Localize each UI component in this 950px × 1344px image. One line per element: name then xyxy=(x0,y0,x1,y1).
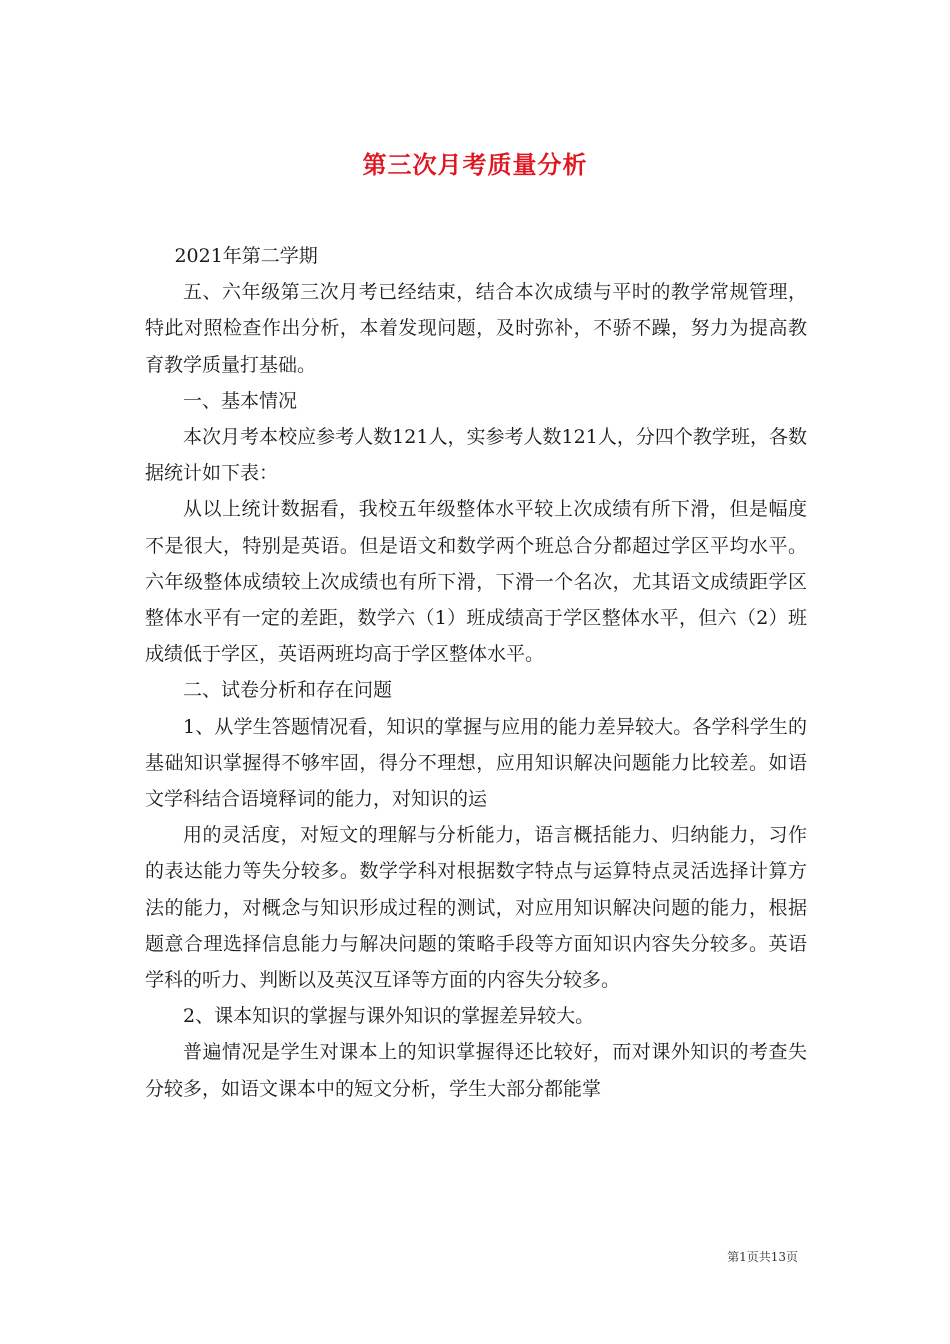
document-title: 第三次月考质量分析 xyxy=(362,150,588,180)
enrollment-paragraph: 本次月考本校应参考人数121人，实参考人数121人，分四个教学班，各数据统计如下表： xyxy=(145,426,807,485)
section-heading-basic-situation: 一、基本情况 xyxy=(183,389,298,412)
document-body xyxy=(145,238,807,1107)
section-heading-paper-analysis: 二、试卷分析和存在问题 xyxy=(183,679,393,702)
point-2-heading: 2、课本知识的掌握与课外知识的掌握差异较大。 xyxy=(183,1005,595,1028)
point-1-paragraph: 1、从学生答题情况看，知识的掌握与应用的能力差异较大。各学科学生的基础知识掌握得不够牢固，得分不理想，应用知识解决问题能力比较差。如语文学科结合语境释词的能力，对知识的运 xyxy=(145,715,807,811)
point-1-continued-paragraph: 用的灵活度，对短文的理解与分析能力，语言概括能力、归纳能力，习作的表达能力等失分较多。数学学科对根据数字特点与运算特点灵活选择计算方法的能力，对概念与知识形成过程的测试，对应用知识解决问题的能力，根据题意合理选择信息能力与解决问题的策略手段等方面知识内容失分较多。英语学科的听力、判断以及英汉互译等方面的内容失分较多。 xyxy=(145,824,807,992)
intro-paragraph: 五、六年级第三次月考已经结束，结合本次成绩与平时的教学常规管理，特此对照检查作出分析，本着发现问题，及时弥补，不骄不躁，努力为提高教育教学质量打基础。 xyxy=(145,281,807,376)
point-2-paragraph: 普遍情况是学生对课本上的知识掌握得还比较好，而对课外知识的考查失分较多，如语文课本中的短文分析，学生大部分都能掌 xyxy=(145,1041,807,1100)
page-number-footer: 第1页共13页 xyxy=(727,1250,798,1264)
semester-date: 2021年第二学期 xyxy=(174,245,318,267)
statistics-analysis-paragraph: 从以上统计数据看，我校五年级整体水平较上次成绩有所下滑，但是幅度不是很大，特别是英语。但是语文和数学两个班总合分都超过学区平均水平。六年级整体成绩较上次成绩也有所下滑，下滑一个名次，尤其语文成绩距学区整体水平有一定的差距，数学六（1）班成绩高于学区整体水平，但六（2）班成绩低于学区，英语两班均高于学区整体水平。 xyxy=(145,498,807,666)
